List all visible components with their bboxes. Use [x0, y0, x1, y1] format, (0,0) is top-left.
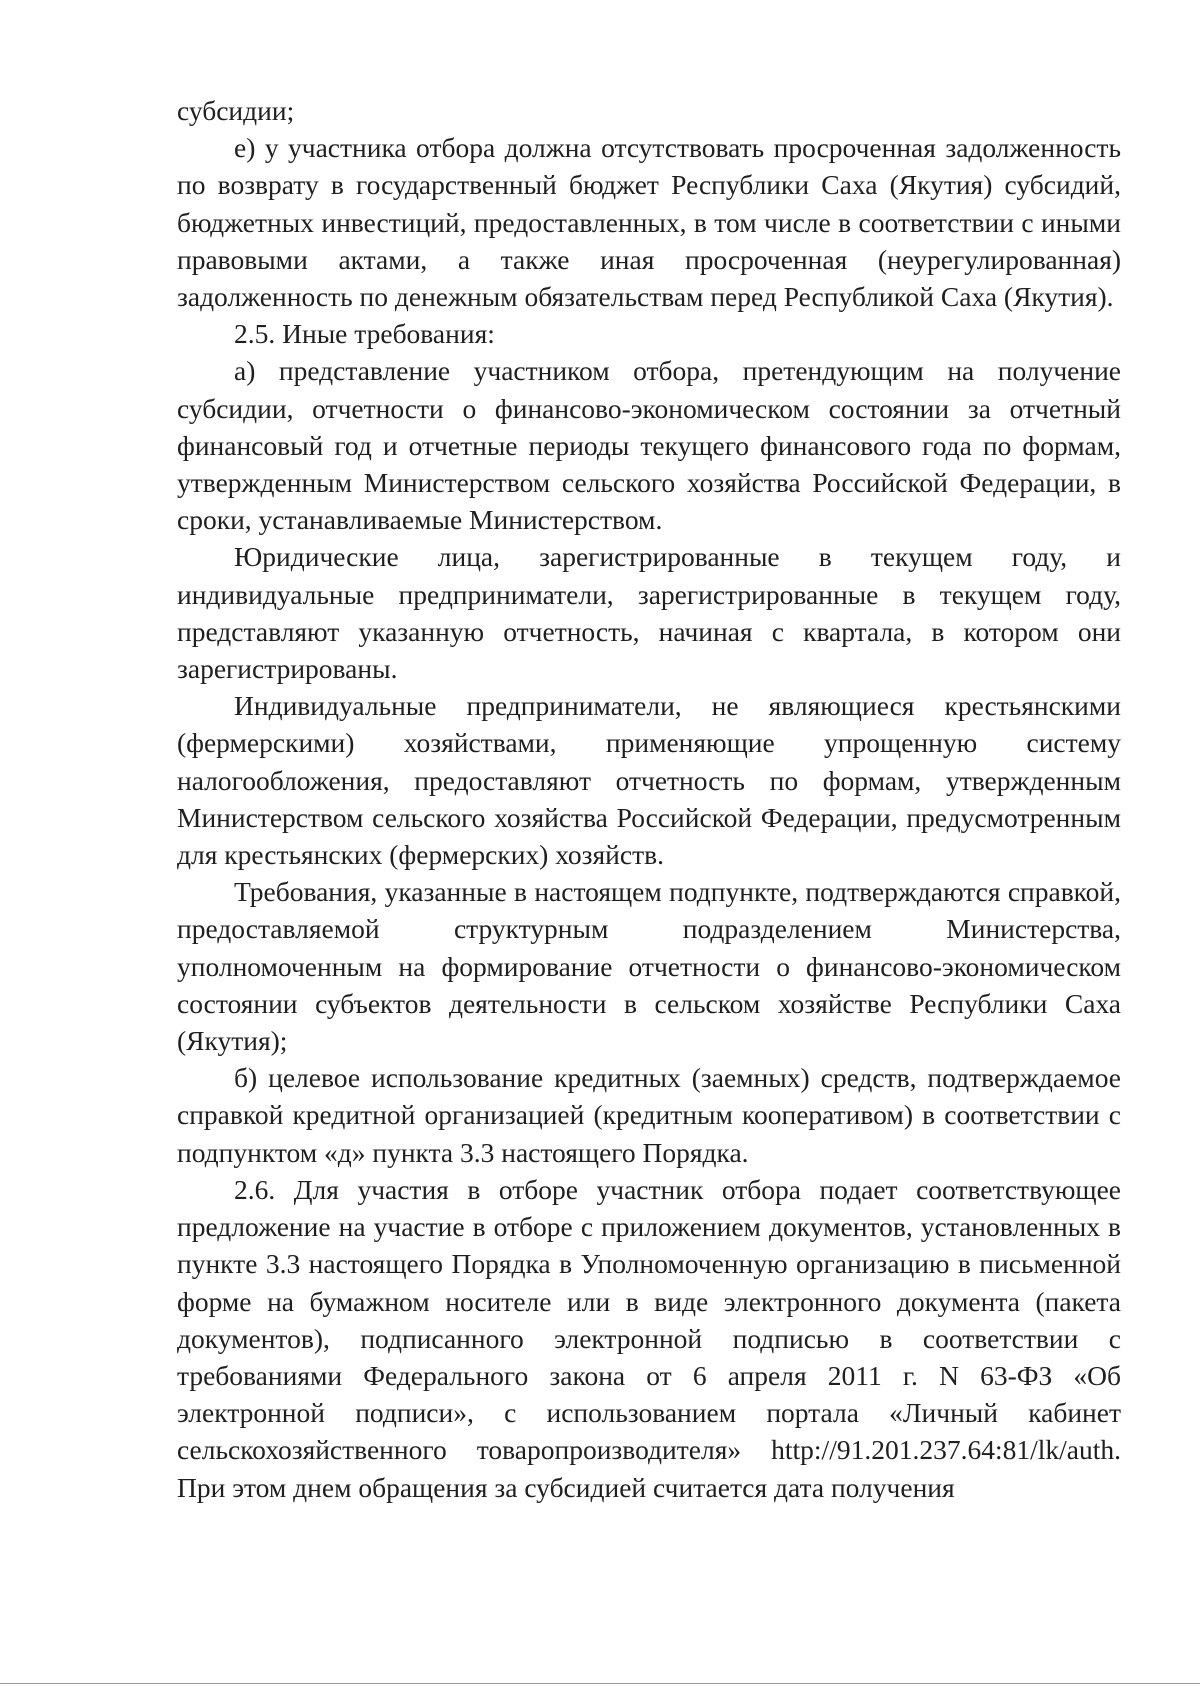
paragraph-individual-entrepreneurs: Индивидуальные предприниматели, не являющиеся крестьянскими (фермерскими) хозяйствами, применяющие упрощенную систему налогообложения, предоставляют отчетность по формам, утвержденным Министерством сельского хозяйства Российской Федерации, предусмотренным для крестьянских (фермерских) хозяйств.	[177, 690, 1121, 871]
paragraph-legal-entities: Юридические лица, зарегистрированные в текущем году, и индивидуальные предприниматели, зарегистрированные в текущем году, представляют указанную отчетность, начиная с квартала, в котором они зарегистрированы.	[177, 541, 1121, 685]
paragraph-section-2-5-heading: 2.5. Иные требования:	[234, 318, 495, 350]
paragraph-item-b: б) целевое использование кредитных (заемных) средств, подтверждаемое справкой кредитной организацией (кредитным кооперативом) в соответствии с подпунктом «д» пункта 3.3 настоящего Порядка.	[177, 1062, 1121, 1168]
paragraph-item-e: е) у участника отбора должна отсутствовать просроченная задолженность по возврату в государственный бюджет Республики Саха (Якутия) субсидий, бюджетных инвестиций, предоставленных, в том числе в соответствии с иными правовыми актами, а также иная просроченная (неурегулированная) задолженность по денежным обязательствам перед Республикой Саха (Якутия).	[177, 132, 1121, 313]
paragraph-requirements-confirmation: Требования, указанные в настоящем подпункте, подтверждаются справкой, предоставляемой структурным подразделением Министерства, уполномоченным на формирование отчетности о финансово-экономическом состоянии субъектов деятельности в сельском хозяйстве Республики Саха (Якутия);	[177, 876, 1121, 1057]
page-bottom-divider	[0, 1683, 1200, 1684]
paragraph-continuation: субсидии;	[177, 95, 295, 126]
paragraph-item-a: а) представление участником отбора, претендующим на получение субсидии, отчетности о финансово-экономическом состоянии за отчетный финансовый год и отчетные периоды текущего финансового года по формам, утвержденным Министерством сельского хозяйства Российской Федерации, в сроки, устанавливаемые Министерством.	[177, 355, 1121, 536]
document-body	[177, 92, 1121, 1506]
paragraph-section-2-6: 2.6. Для участия в отборе участник отбора подает соответствующее предложение на участие в отборе с приложением документов, установленных в пункте 3.3 настоящего Порядка в Уполномоченную организацию в письменной форме на бумажном носителе или в виде электронного документа (пакета документов), подписанного электронной подписью в соответствии с требованиями Федерального закона от 6 апреля 2011 г. N 63-ФЗ «Об электронной подписи», с использованием портала «Личный кабинет сельскохозяйственного товаропроизводителя» http://91.201.237.64:81/lk/auth. При этом днем обращения за субсидией считается дата получения	[177, 1173, 1121, 1503]
